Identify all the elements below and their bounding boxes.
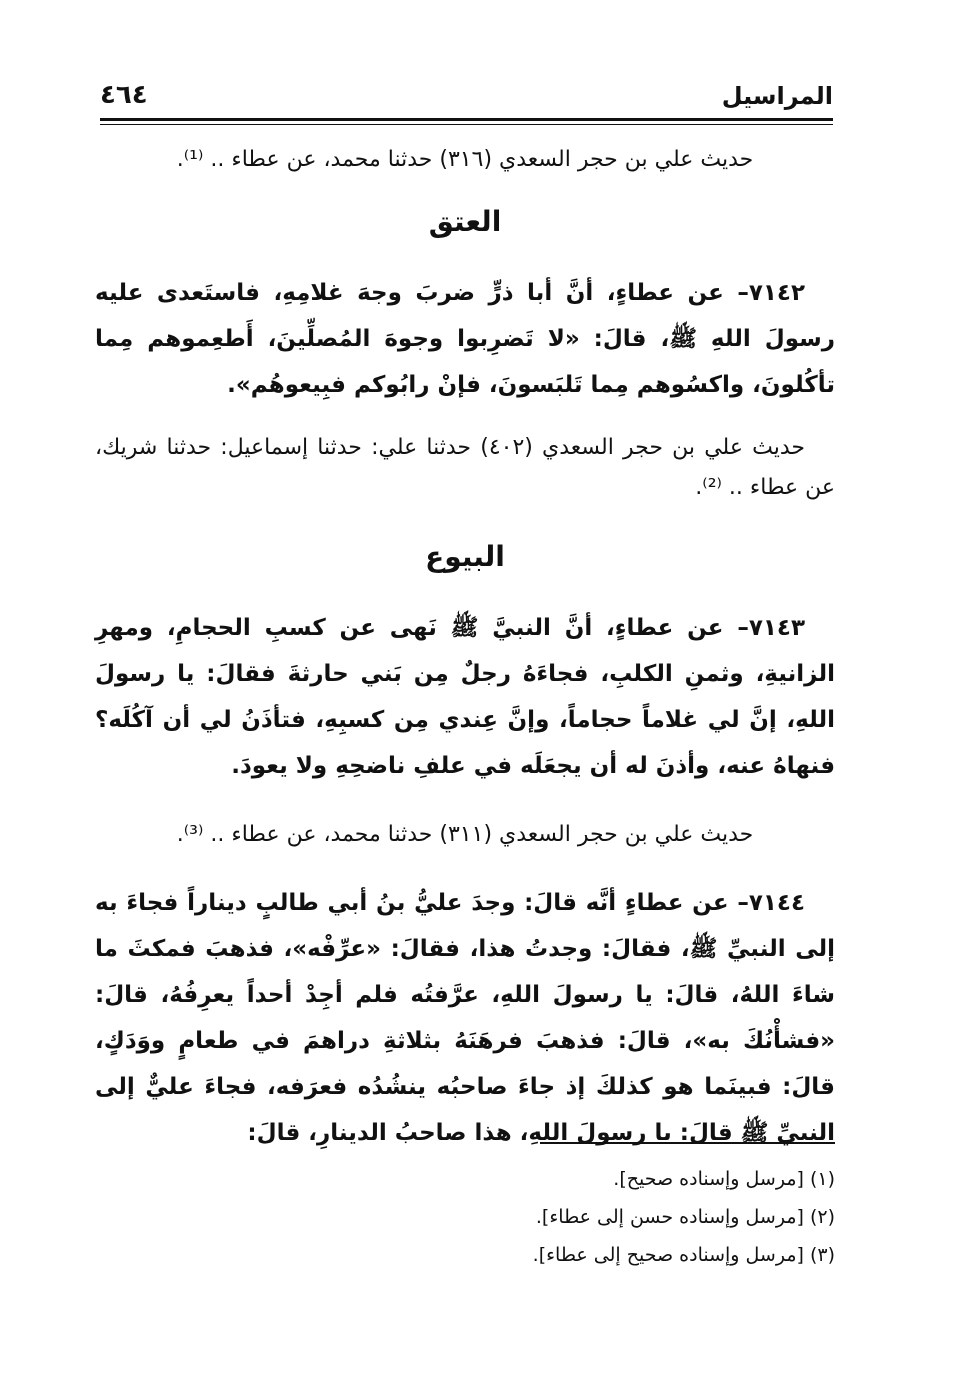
- intro-source-line: حديث علي بن حجر السعدي (٣١٦) حدثنا محمد، عن عطاء .. ⁽¹⁾.: [176, 147, 754, 172]
- hadith-7143: ٧١٤٣– عن عطاءٍ، أنَّ النبيَّ ﷺ نَهى عن كسبِ الحجامِ، ومهرِ الزانيةِ، وثمنِ الكلبِ، فجاءَهُ رجلٌ مِن بَني حارثةَ فقالَ: يا رسولَ اللهِ، إنَّ لي غلاماً حجاماً، وإنَّ عِندي مِن كسبِهِ، فتأذَنُ لي أن آكُلَه؟ فنهاهُ عنه، وأذنَ له أن يجعَلَه في علفِ ناضحِهِ ولا يعودَ.: [95, 615, 835, 779]
- source-7142: حديث علي بن حجر السعدي (٤٠٢) حدثنا علي: حدثنا إسماعيل: حدثنا شريك، عن عطاء .. ⁽²⁾.: [95, 435, 835, 500]
- hadith-7142: ٧١٤٢– عن عطاءٍ، أنَّ أبا ذرٍّ ضربَ وجهَ غلامِهِ، فاستَعدى عليه رسولَ اللهِ ﷺ، قالَ: «لا تَضرِبوا وجوهَ المُصلِّينَ، أَطعِموهم مِما تأكُلونَ، واكسُوهم مِما تَلبَسونَ، فإنْ رابُوكم فبِيعوهُم».: [95, 280, 835, 398]
- hadith-7144: ٧١٤٤– عن عطاءٍ أنَّه قالَ: وجدَ عليُّ بنُ أبي طالبٍ ديناراً فجاءَ به إلى النبيِّ ﷺ، فقالَ: وجدتُ هذا، فقالَ: «عرِّفْه»، فذهبَ فمكثَ ما شاءَ اللهُ، قالَ: يا رسولَ اللهِ، عرَّفتُه فلم أجِدْ أحداً يعرِفُهُ، قالَ: «فشأْنُكَ به»، قالَ: فذهبَ فرهَنَهُ بثلاثةِ دراهمَ في طعامٍ ووَدَكٍ، قالَ: فبينَما هو كذلكَ إذ جاءَ صاحبُه ينشُدُه فعرَفه، فجاءَ عليٌّ إلى النبيِّ ﷺ قالَ: يا رسولَ اللهِ، هذا صاحبُ الدينارِ، قالَ:: [95, 890, 835, 1146]
- running-title: المراسيل: [721, 82, 833, 110]
- header-rule-thin: [100, 124, 833, 125]
- page-number: ٤٦٤: [100, 80, 148, 110]
- footnote-1: (١) [مرسل وإسناده صحيح].: [613, 1168, 835, 1190]
- footnote-rule: [540, 1142, 835, 1144]
- header-rule: [100, 118, 833, 121]
- page-header: [100, 78, 833, 118]
- footnote-3: (٣) [مرسل وإسناده صحيح إلى عطاء].: [532, 1244, 835, 1266]
- source-7143: حديث علي بن حجر السعدي (٣١١) حدثنا محمد، عن عطاء .. ⁽³⁾.: [176, 822, 754, 847]
- footnote-2: (٢) [مرسل وإسناده حسن إلى عطاء].: [535, 1206, 835, 1228]
- footnotes: [300, 1160, 835, 1274]
- section-title-itq: العتق: [428, 205, 502, 238]
- section-title-buyu: البيوع: [425, 540, 505, 573]
